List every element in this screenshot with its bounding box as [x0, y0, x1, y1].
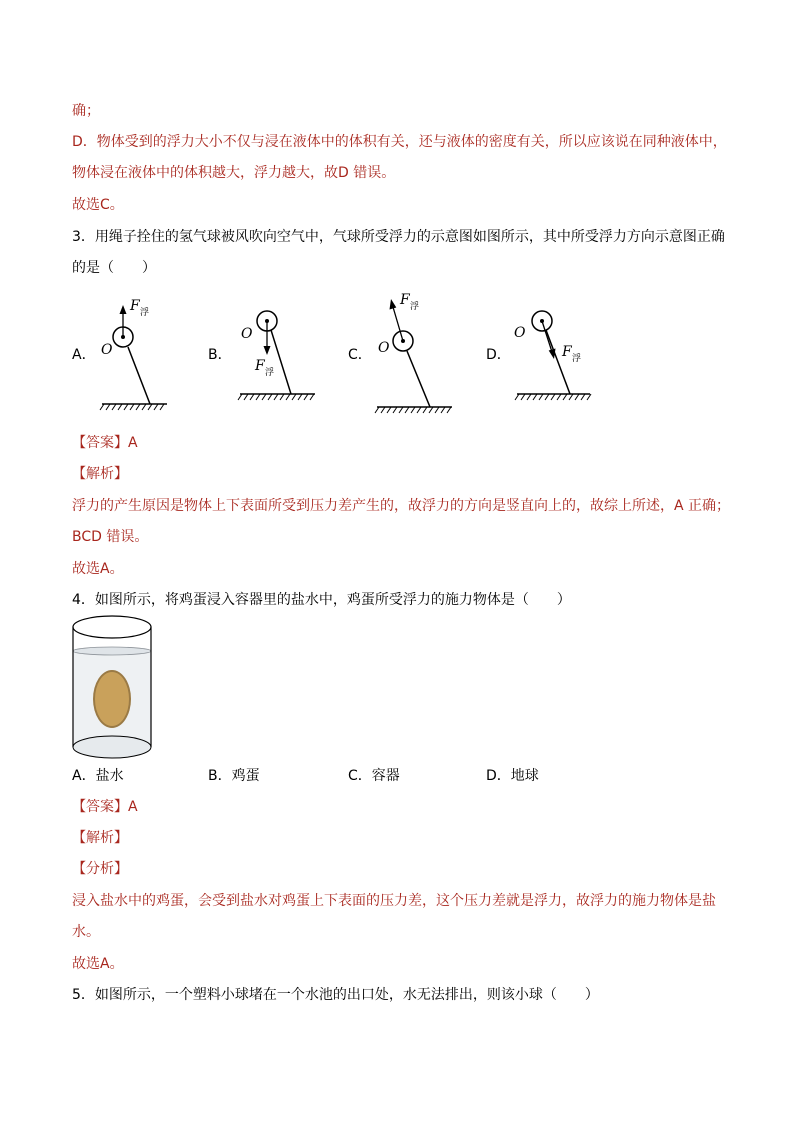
- q3-option-b-point-label: O: [241, 326, 253, 342]
- q3-option-d-force-label: F: [562, 344, 572, 360]
- q3-analysis-line-1: 浮力的产生原因是物体上下表面所受到压力差产生的，故浮力的方向是竖直向上的，故综上所述，A 正确；: [72, 498, 731, 514]
- q4-beaker-diagram: [70, 615, 154, 761]
- prev-answer-line-1: 确；: [72, 103, 100, 119]
- q3-option-a-diagram: [95, 290, 180, 415]
- prev-answer-conclusion: 故选C。: [72, 197, 124, 213]
- q3-option-d-force-sub: 浮: [572, 354, 582, 364]
- q3-stem-line-1: 3．用绳子拴住的氢气球被风吹向空气中，气球所受浮力的示意图如图所示，其中所受浮力方向示意图正确: [72, 229, 725, 245]
- q3-option-d-diagram: [512, 300, 597, 415]
- q3-stem-line-2: 的是（ ）: [72, 260, 156, 276]
- q4-analysis-line-2: 水。: [72, 924, 100, 940]
- q3-option-c-force-sub: 浮: [410, 302, 420, 312]
- q3-option-a-force-label: F: [130, 298, 140, 314]
- q3-conclusion: 故选A。: [72, 561, 124, 577]
- q4-option-a: A．盐水: [72, 768, 124, 784]
- q3-option-a-point-label: O: [101, 342, 113, 358]
- q3-option-b-force-label: F: [255, 358, 265, 374]
- q4-fenxi-title: 【分析】: [72, 861, 128, 877]
- egg: [95, 672, 129, 726]
- q3-option-d-label: D．: [486, 347, 511, 363]
- q4-answer: 【答案】A: [72, 799, 138, 815]
- q4-conclusion: 故选A。: [72, 956, 124, 972]
- q4-analysis-title: 【解析】: [72, 830, 128, 846]
- q3-option-d-point-label: O: [514, 325, 526, 341]
- q3-analysis-line-2: BCD 错误。: [72, 529, 149, 545]
- prev-answer-line-3: 物体浸在液体中的体积越大，浮力越大，故D 错误。: [72, 165, 396, 181]
- q3-option-c-force-label: F: [400, 292, 410, 308]
- q4-option-c: C．容器: [348, 768, 400, 784]
- q3-option-b-force-sub: 浮: [265, 368, 275, 378]
- q4-stem: 4．如图所示，将鸡蛋浸入容器里的盐水中，鸡蛋所受浮力的施力物体是（ ）: [72, 592, 571, 608]
- q5-stem: 5．如图所示，一个塑料小球堵在一个水池的出口处，水无法排出，则该小球（ ）: [72, 987, 599, 1003]
- q4-option-b: B．鸡蛋: [208, 768, 260, 784]
- q4-option-d: D．地球: [486, 768, 539, 784]
- q3-option-a-label: A．: [72, 347, 96, 363]
- q3-option-c-diagram: [372, 290, 457, 418]
- q3-option-c-label: C．: [348, 347, 372, 363]
- prev-answer-option-d: D．物体受到的浮力大小不仅与浸在液体中的体积有关，还与液体的密度有关，所以应该说在同种液体中，: [72, 134, 727, 150]
- q3-option-b-label: B．: [208, 347, 232, 363]
- q4-analysis-line-1: 浸入盐水中的鸡蛋，会受到盐水对鸡蛋上下表面的压力差，这个压力差就是浮力，故浮力的施力物体是盐: [72, 893, 716, 909]
- q3-option-a-force-sub: 浮: [140, 308, 150, 318]
- q3-answer: 【答案】A: [72, 435, 138, 451]
- q3-option-b-diagram: [235, 300, 320, 415]
- q3-analysis-title: 【解析】: [72, 466, 128, 482]
- q3-option-c-point-label: O: [378, 340, 390, 356]
